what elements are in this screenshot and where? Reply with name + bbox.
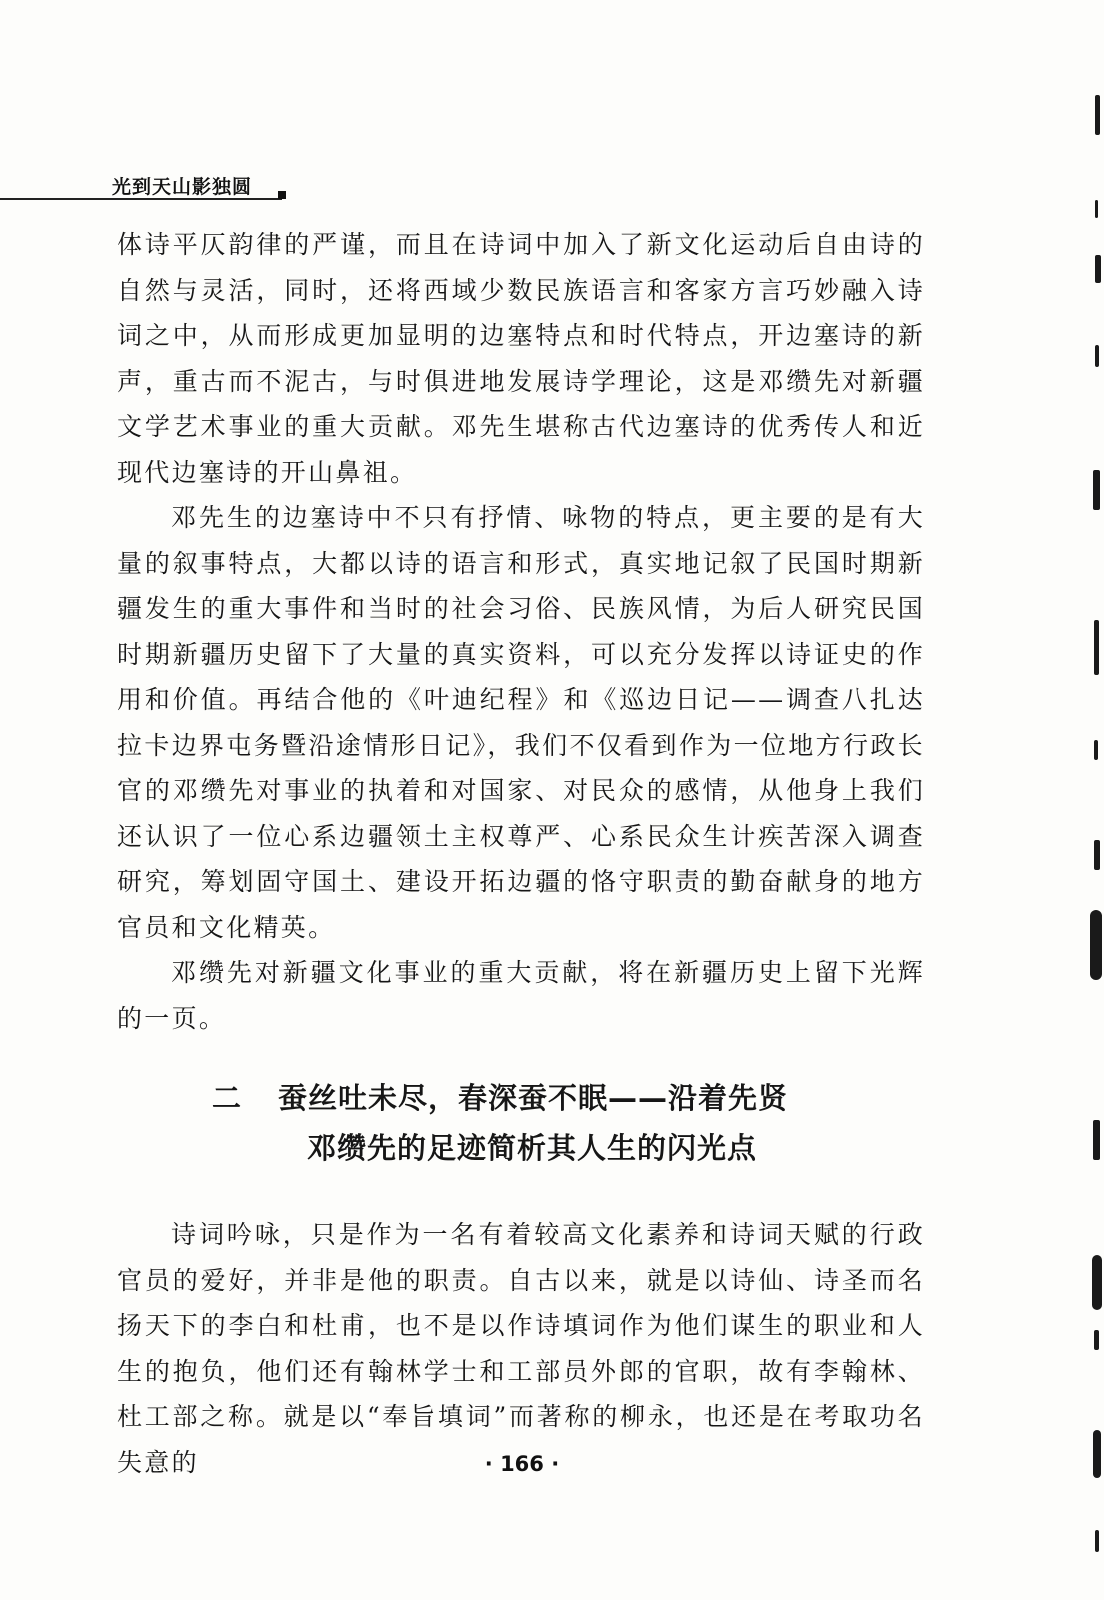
scan-edge-marks: [1076, 0, 1104, 1600]
paragraph: 邓先生的边塞诗中不只有抒情、咏物的特点，更主要的是有大量的叙事特点，大都以诗的语言和形式，真实地记叙了民国时期新疆发生的重大事件和当时的社会习俗、民族风情，为后人研究民国时期新疆历史留下了大量的真实资料，可以充分发挥以诗证史的作用和价值。再结合他的《叶迪纪程》和《巡边日记——调查八扎达拉卡边界屯务暨沿途情形日记》，我们不仅看到作为一位地方行政长官的邓缵先对事业的执着和对国家、对民众的感情，从他身上我们还认识了一位心系边疆领土主权尊严、心系民众生计疾苦深入调查研究，筹划固守国土、建设开拓边疆的恪守职责的勤奋献身的地方官员和文化精英。: [117, 503, 925, 942]
section-title-line-1: 蚕丝吐未尽，春深蚕不眠——沿着先贤: [278, 1081, 789, 1115]
page-number: · 166 ·: [484, 1452, 560, 1476]
header-square-mark: [278, 191, 286, 199]
paragraph: 体诗平仄韵律的严谨，而且在诗词中加入了新文化运动后自由诗的自然与灵活，同时，还将西域少数民族语言和客家方言巧妙融入诗词之中，从而形成更加显明的边塞特点和时代特点，开边塞诗的新声，重古而不泥古，与时俱进地发展诗学理论，这是邓缵先对新疆文学艺术事业的重大贡献。邓先生堪称古代边塞诗的优秀传人和近现代边塞诗的开山鼻祖。: [117, 230, 925, 487]
section-title-line-2: 邓缵先的足迹简析其人生的闪光点: [307, 1131, 758, 1165]
header-rule: [0, 198, 282, 200]
paragraph: 诗词吟咏，只是作为一名有着较高文化素养和诗词天赋的行政官员的爱好，并非是他的职责。自古以来，就是以诗仙、诗圣而名扬天下的李白和杜甫，也不是以作诗填词作为他们谋生的职业和人生的抱负，他们还有翰林学士和工部员外郎的官职，故有李翰林、杜工部之称。就是以“奉旨填词”而著称的柳永，也还是在考取功名失意的: [117, 1220, 925, 1477]
body-text-top: [117, 222, 925, 1041]
body-text-bottom: [117, 1212, 925, 1485]
section-number: 二: [212, 1081, 243, 1115]
running-header-title: 光到天山影独圆: [112, 176, 253, 198]
paragraph: 邓缵先对新疆文化事业的重大贡献，将在新疆历史上留下光辉的一页。: [117, 958, 925, 1033]
running-header: [0, 170, 292, 200]
section-heading-line-1: [212, 1076, 788, 1117]
